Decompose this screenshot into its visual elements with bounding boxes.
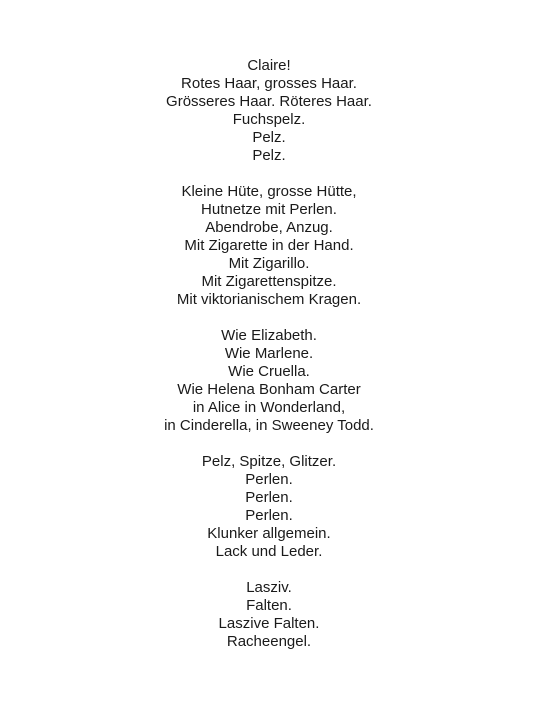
poem-line: Abendrobe, Anzug. xyxy=(205,219,333,236)
poem-line: Rotes Haar, grosses Haar. xyxy=(181,75,357,92)
stanza-2 xyxy=(0,183,538,309)
poem-line: Mit viktorianischem Kragen. xyxy=(176,291,362,308)
poem-line: Grösseres Haar. Röteres Haar. xyxy=(166,93,372,110)
poem-line: Mit Zigarette in der Hand. xyxy=(184,237,354,254)
stanza-4 xyxy=(0,453,538,561)
poem-line: Lasziv. xyxy=(246,579,292,596)
poem-line: Perlen. xyxy=(245,471,293,488)
poem-line: Wie Marlene. xyxy=(224,345,314,362)
poem-line: in Cinderella, in Sweeney Todd. xyxy=(164,417,374,434)
stanza-1 xyxy=(0,57,538,165)
poem-line: Wie Cruella. xyxy=(228,363,310,380)
poem-line: Lack und Leder. xyxy=(215,543,323,560)
poem-line: Pelz. xyxy=(252,147,286,164)
poem-line: in Alice in Wonderland, xyxy=(192,399,346,416)
poem-line: Fuchspelz. xyxy=(232,111,306,128)
poem-line: Hutnetze mit Perlen. xyxy=(201,201,337,218)
stanza-5 xyxy=(0,579,538,651)
poem-line: Pelz. xyxy=(252,129,286,146)
poem-line: Wie Helena Bonham Carter xyxy=(177,381,361,398)
poem-line: Mit Zigarillo. xyxy=(228,255,310,272)
stanza-3 xyxy=(0,327,538,435)
poem-line: Falten. xyxy=(246,597,292,614)
poem xyxy=(0,57,538,669)
poem-line: Mit Zigarettenspitze. xyxy=(201,273,337,290)
poem-line: Laszive Falten. xyxy=(218,615,320,632)
poem-line: Pelz, Spitze, Glitzer. xyxy=(201,453,337,470)
poem-line: Perlen. xyxy=(245,489,293,506)
poem-line: Wie Elizabeth. xyxy=(221,327,317,344)
poem-line: Kleine Hüte, grosse Hütte, xyxy=(181,183,357,200)
poem-line: Perlen. xyxy=(245,507,293,524)
poem-line: Racheengel. xyxy=(226,633,312,650)
poem-line: Claire! xyxy=(247,57,291,74)
poem-line: Klunker allgemein. xyxy=(207,525,331,542)
